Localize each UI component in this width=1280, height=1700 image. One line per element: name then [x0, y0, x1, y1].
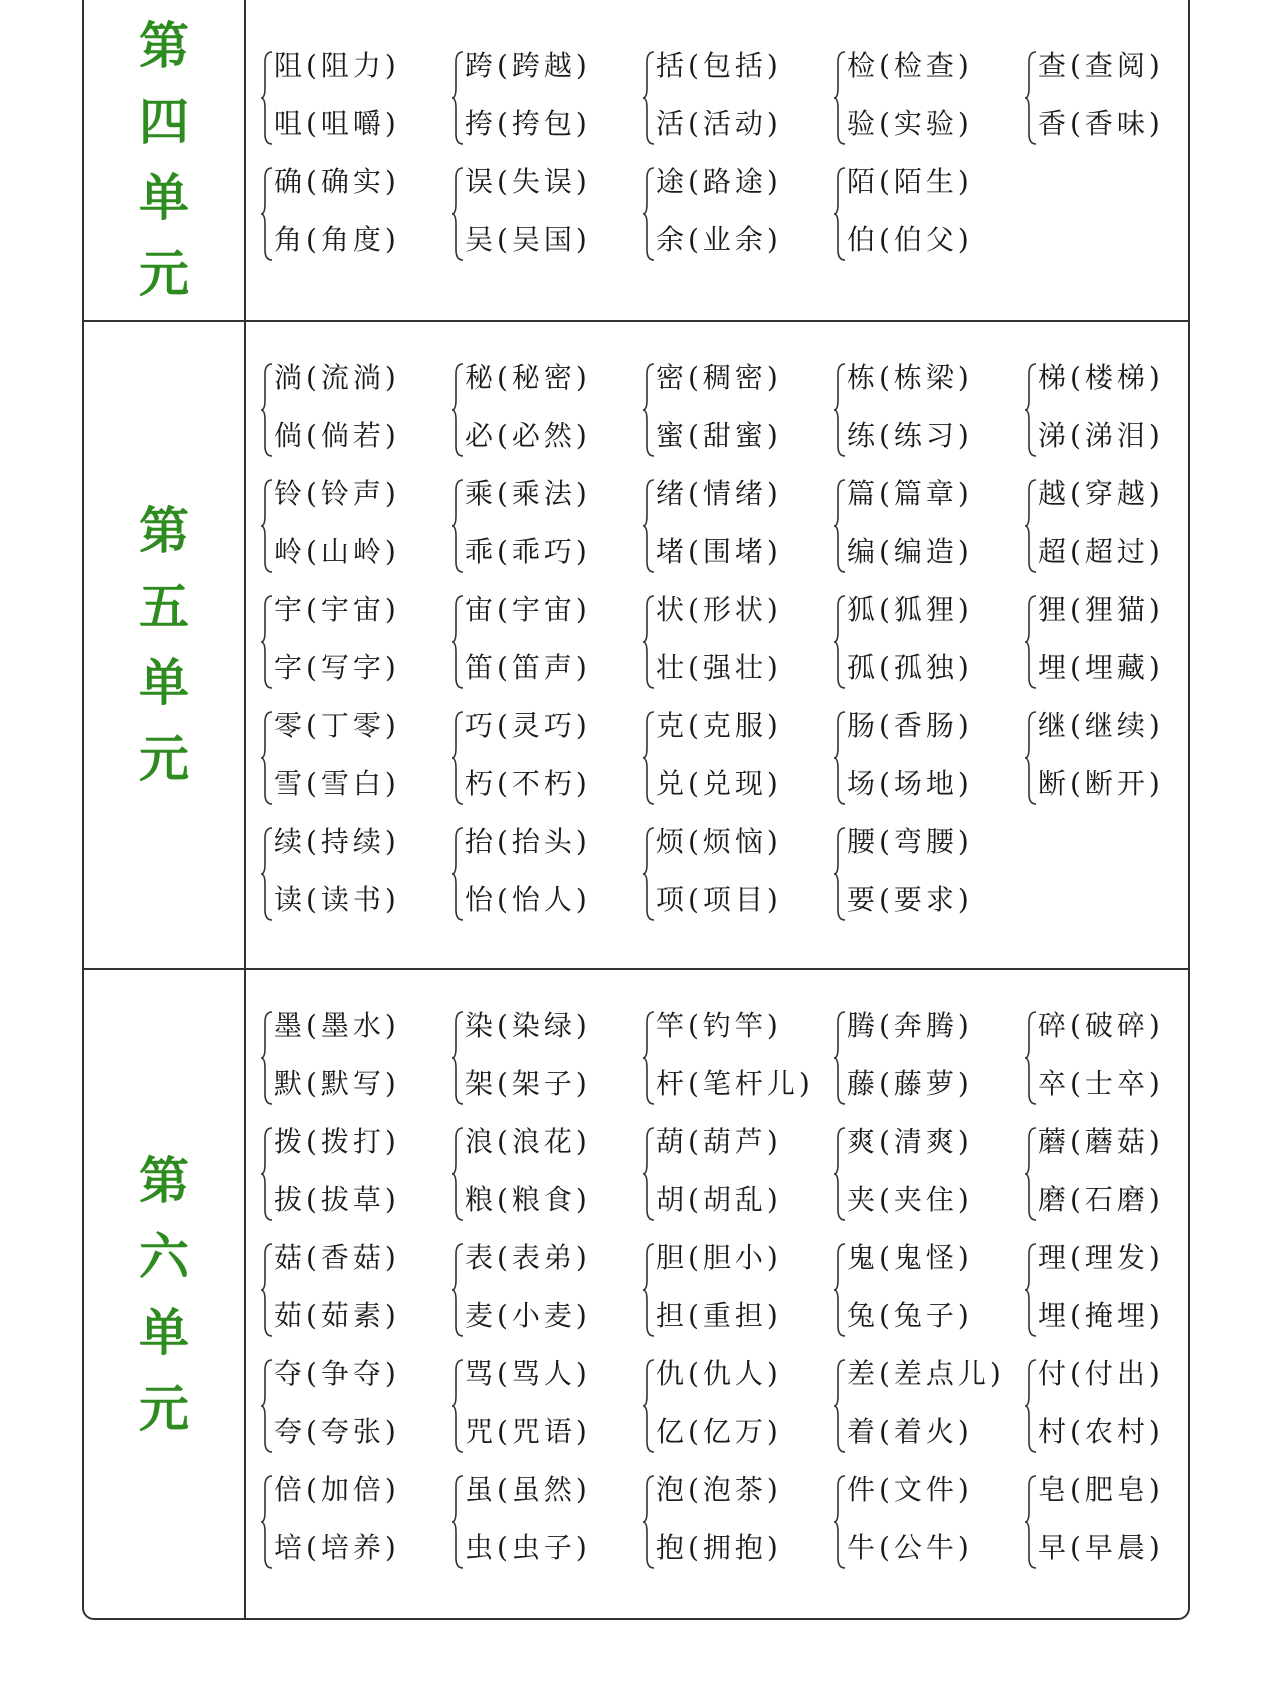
brace-icon: [260, 50, 274, 146]
word-pair: [642, 352, 832, 468]
word-entry: 怡(怡人): [465, 883, 591, 916]
word-entry: 验(实验): [847, 107, 973, 140]
word-entry: 检(检查): [847, 49, 973, 82]
word-entry: 粮(粮食): [465, 1183, 591, 1216]
word-entry: 余(业余): [656, 223, 782, 256]
word-entry: 咒(咒语): [465, 1415, 591, 1448]
word-pair: [833, 352, 1023, 468]
word-pair: [1024, 700, 1214, 816]
word-entry: 差(差点儿): [847, 1357, 1005, 1390]
word-entry: 村(农村): [1038, 1415, 1164, 1448]
word-entry: 涕(涕泪): [1038, 419, 1164, 452]
word-entry: 葫(葫芦): [656, 1125, 782, 1158]
word-entry: 香(香味): [1038, 107, 1164, 140]
brace-icon: [260, 478, 274, 574]
word-entry: 括(包括): [656, 49, 782, 82]
word-entry: 倍(加倍): [274, 1473, 400, 1506]
word-entry: 虽(虽然): [465, 1473, 591, 1506]
word-pair: [833, 816, 1023, 932]
word-pair: [833, 584, 1023, 700]
word-entry: 笛(笛声): [465, 651, 591, 684]
word-entry: 密(稠密): [656, 361, 782, 394]
word-pair: [833, 1000, 1023, 1116]
brace-icon: [1024, 594, 1038, 690]
unit-title-char: 第: [139, 1152, 189, 1210]
unit-title: [84, 970, 246, 1620]
word-entry: 埋(埋藏): [1038, 651, 1164, 684]
word-pair: [1024, 40, 1214, 156]
word-pair: [642, 816, 832, 932]
word-entry: 抬(抬头): [465, 825, 591, 858]
word-pair: [642, 156, 832, 272]
brace-icon: [642, 478, 656, 574]
word-entry: 壮(强壮): [656, 651, 782, 684]
word-entry: 夺(争夺): [274, 1357, 400, 1390]
word-pair: [642, 584, 832, 700]
brace-icon: [451, 362, 465, 458]
brace-icon: [1024, 1242, 1038, 1338]
unit-section: [84, 322, 1188, 970]
word-entry: 误(失误): [465, 165, 591, 198]
word-entry: 断(断开): [1038, 767, 1164, 800]
brace-icon: [833, 710, 847, 806]
word-pair: [1024, 1116, 1214, 1232]
word-entry: 夸(夸张): [274, 1415, 400, 1448]
word-entry: 查(查阅): [1038, 49, 1164, 82]
word-pair: [833, 700, 1023, 816]
brace-icon: [642, 1126, 656, 1222]
unit-title-char: 五: [139, 578, 189, 636]
word-entry: 兑(兑现): [656, 767, 782, 800]
word-pair: [260, 1464, 450, 1580]
word-entry: 乘(乘法): [465, 477, 591, 510]
word-entry: 咀(咀嚼): [274, 107, 400, 140]
word-entry: 胆(胆小): [656, 1241, 782, 1274]
word-pair: [260, 156, 450, 272]
word-entry: 要(要求): [847, 883, 973, 916]
brace-icon: [833, 1010, 847, 1106]
word-pair: [451, 816, 641, 932]
brace-icon: [833, 50, 847, 146]
word-pair: [260, 1348, 450, 1464]
word-entry: 陌(陌生): [847, 165, 973, 198]
word-entry: 秘(秘密): [465, 361, 591, 394]
brace-icon: [260, 1242, 274, 1338]
brace-icon: [1024, 478, 1038, 574]
brace-icon: [642, 1474, 656, 1570]
word-entry: 孤(孤独): [847, 651, 973, 684]
word-entry: 角(角度): [274, 223, 400, 256]
brace-icon: [451, 478, 465, 574]
word-pair: [642, 700, 832, 816]
word-pair: [642, 1000, 832, 1116]
brace-icon: [833, 1358, 847, 1454]
word-entry: 蜜(甜蜜): [656, 419, 782, 452]
word-entry: 越(穿越): [1038, 477, 1164, 510]
unit-title: [84, 322, 246, 968]
brace-icon: [451, 1126, 465, 1222]
word-entry: 碎(破碎): [1038, 1009, 1164, 1042]
word-entry: 付(付出): [1038, 1357, 1164, 1390]
brace-icon: [833, 826, 847, 922]
brace-icon: [451, 1010, 465, 1106]
word-entry: 乖(乖巧): [465, 535, 591, 568]
word-entry: 墨(墨水): [274, 1009, 400, 1042]
word-pair: [260, 816, 450, 932]
word-entry: 场(场地): [847, 767, 973, 800]
word-pair: [642, 1348, 832, 1464]
word-pairs: [246, 322, 1188, 968]
brace-icon: [1024, 710, 1038, 806]
word-entry: 拨(拨打): [274, 1125, 400, 1158]
word-entry: 担(重担): [656, 1299, 782, 1332]
brace-icon: [1024, 1358, 1038, 1454]
word-entry: 理(理发): [1038, 1241, 1164, 1274]
unit-title-char: 元: [139, 730, 189, 788]
word-entry: 挎(挎包): [465, 107, 591, 140]
word-pair: [260, 40, 450, 156]
word-entry: 夹(夹住): [847, 1183, 973, 1216]
word-pair: [833, 1232, 1023, 1348]
brace-icon: [833, 1474, 847, 1570]
word-entry: 淌(流淌): [274, 361, 400, 394]
brace-icon: [260, 362, 274, 458]
word-pair: [642, 1464, 832, 1580]
word-entry: 鬼(鬼怪): [847, 1241, 973, 1274]
unit-title-char: 元: [139, 1380, 189, 1438]
word-entry: 表(表弟): [465, 1241, 591, 1274]
word-entry: 铃(铃声): [274, 477, 400, 510]
word-entry: 继(继续): [1038, 709, 1164, 742]
brace-icon: [642, 710, 656, 806]
brace-icon: [260, 166, 274, 262]
word-entry: 卒(士卒): [1038, 1067, 1164, 1100]
unit-title-char: 第: [139, 502, 189, 560]
word-pair: [451, 1000, 641, 1116]
word-entry: 虫(虫子): [465, 1531, 591, 1564]
word-entry: 活(活动): [656, 107, 782, 140]
word-entry: 拔(拔草): [274, 1183, 400, 1216]
word-entry: 岭(山岭): [274, 535, 400, 568]
brace-icon: [451, 166, 465, 262]
unit-title-char: 单: [139, 169, 189, 227]
word-entry: 菇(香菇): [274, 1241, 400, 1274]
word-entry: 茹(茹素): [274, 1299, 400, 1332]
word-pair: [833, 468, 1023, 584]
word-pair: [451, 1116, 641, 1232]
brace-icon: [260, 594, 274, 690]
brace-icon: [451, 1474, 465, 1570]
word-entry: 篇(篇章): [847, 477, 973, 510]
unit-title-char: 单: [139, 1304, 189, 1362]
word-entry: 确(确实): [274, 165, 400, 198]
word-pair: [833, 1116, 1023, 1232]
brace-icon: [260, 826, 274, 922]
word-pair: [1024, 1000, 1214, 1116]
word-pair: [451, 468, 641, 584]
brace-icon: [833, 166, 847, 262]
word-entry: 伯(伯父): [847, 223, 973, 256]
word-entry: 巧(灵巧): [465, 709, 591, 742]
word-entry: 狸(狸猫): [1038, 593, 1164, 626]
word-entry: 皂(肥皂): [1038, 1473, 1164, 1506]
word-pair: [451, 584, 641, 700]
word-entry: 宇(宇宙): [274, 593, 400, 626]
word-entry: 埋(掩埋): [1038, 1299, 1164, 1332]
word-pair: [642, 1116, 832, 1232]
word-entry: 栋(栋梁): [847, 361, 973, 394]
brace-icon: [260, 710, 274, 806]
word-entry: 牛(公牛): [847, 1531, 973, 1564]
brace-icon: [260, 1126, 274, 1222]
brace-icon: [451, 594, 465, 690]
word-pair: [451, 156, 641, 272]
word-entry: 抱(拥抱): [656, 1531, 782, 1564]
word-entry: 读(读书): [274, 883, 400, 916]
word-entry: 竿(钓竿): [656, 1009, 782, 1042]
word-pair: [260, 468, 450, 584]
unit-section: [84, 970, 1188, 1620]
word-pairs: [246, 0, 1188, 320]
word-entry: 亿(亿万): [656, 1415, 782, 1448]
word-entry: 朽(不朽): [465, 767, 591, 800]
word-pair: [451, 40, 641, 156]
word-entry: 肠(香肠): [847, 709, 973, 742]
word-pair: [260, 1232, 450, 1348]
brace-icon: [642, 594, 656, 690]
word-entry: 藤(藤萝): [847, 1067, 973, 1100]
word-pair: [451, 700, 641, 816]
brace-icon: [260, 1358, 274, 1454]
brace-icon: [833, 362, 847, 458]
brace-icon: [642, 826, 656, 922]
brace-icon: [1024, 1010, 1038, 1106]
word-entry: 腾(奔腾): [847, 1009, 973, 1042]
word-entry: 续(持续): [274, 825, 400, 858]
word-pair: [642, 1232, 832, 1348]
word-entry: 克(克服): [656, 709, 782, 742]
word-pair: [1024, 1232, 1214, 1348]
word-table: [82, 0, 1190, 1620]
word-entry: 宙(宇宙): [465, 593, 591, 626]
word-pairs: [246, 970, 1188, 1620]
word-entry: 爽(清爽): [847, 1125, 973, 1158]
word-entry: 胡(胡乱): [656, 1183, 782, 1216]
word-entry: 雪(雪白): [274, 767, 400, 800]
brace-icon: [833, 594, 847, 690]
brace-icon: [260, 1010, 274, 1106]
word-entry: 吴(吴国): [465, 223, 591, 256]
word-entry: 烦(烦恼): [656, 825, 782, 858]
word-pair: [1024, 1348, 1214, 1464]
word-entry: 骂(骂人): [465, 1357, 591, 1390]
word-entry: 架(架子): [465, 1067, 591, 1100]
word-pair: [451, 352, 641, 468]
word-entry: 早(早晨): [1038, 1531, 1164, 1564]
brace-icon: [642, 1242, 656, 1338]
word-entry: 绪(情绪): [656, 477, 782, 510]
brace-icon: [1024, 1474, 1038, 1570]
word-entry: 泡(泡茶): [656, 1473, 782, 1506]
brace-icon: [642, 166, 656, 262]
unit-title: [84, 0, 246, 320]
word-entry: 跨(跨越): [465, 49, 591, 82]
word-pair: [1024, 352, 1214, 468]
brace-icon: [833, 1242, 847, 1338]
word-entry: 状(形状): [656, 593, 782, 626]
brace-icon: [833, 478, 847, 574]
unit-title-char: 四: [139, 93, 189, 151]
brace-icon: [451, 1242, 465, 1338]
word-entry: 途(路途): [656, 165, 782, 198]
word-entry: 字(写字): [274, 651, 400, 684]
word-entry: 杆(笔杆儿): [656, 1067, 814, 1100]
word-pair: [642, 40, 832, 156]
unit-title-char: 元: [139, 245, 189, 303]
brace-icon: [260, 1474, 274, 1570]
word-pair: [260, 584, 450, 700]
word-entry: 仇(仇人): [656, 1357, 782, 1390]
word-pair: [1024, 584, 1214, 700]
brace-icon: [1024, 1126, 1038, 1222]
brace-icon: [642, 1010, 656, 1106]
brace-icon: [451, 826, 465, 922]
word-entry: 零(丁零): [274, 709, 400, 742]
word-entry: 腰(弯腰): [847, 825, 973, 858]
word-entry: 编(编造): [847, 535, 973, 568]
word-pair: [260, 700, 450, 816]
word-entry: 蘑(蘑菇): [1038, 1125, 1164, 1158]
word-pair: [451, 1464, 641, 1580]
brace-icon: [642, 50, 656, 146]
word-pair: [833, 1348, 1023, 1464]
word-pair: [1024, 468, 1214, 584]
word-entry: 件(文件): [847, 1473, 973, 1506]
word-entry: 浪(浪花): [465, 1125, 591, 1158]
word-entry: 梯(楼梯): [1038, 361, 1164, 394]
unit-section: [84, 0, 1188, 322]
brace-icon: [451, 1358, 465, 1454]
word-pair: [1024, 1464, 1214, 1580]
word-entry: 兔(兔子): [847, 1299, 973, 1332]
word-entry: 染(染绿): [465, 1009, 591, 1042]
unit-title-char: 六: [139, 1228, 189, 1286]
unit-title-char: 第: [139, 17, 189, 75]
word-pair: [833, 1464, 1023, 1580]
word-entry: 麦(小麦): [465, 1299, 591, 1332]
brace-icon: [1024, 50, 1038, 146]
brace-icon: [833, 1126, 847, 1222]
word-entry: 阻(阻力): [274, 49, 400, 82]
word-pair: [260, 1116, 450, 1232]
brace-icon: [451, 710, 465, 806]
word-pair: [833, 40, 1023, 156]
word-entry: 项(项目): [656, 883, 782, 916]
word-entry: 默(默写): [274, 1067, 400, 1100]
word-pair: [260, 352, 450, 468]
word-pair: [451, 1232, 641, 1348]
word-entry: 堵(围堵): [656, 535, 782, 568]
word-pair: [642, 468, 832, 584]
brace-icon: [1024, 362, 1038, 458]
word-pair: [451, 1348, 641, 1464]
word-pair: [260, 1000, 450, 1116]
word-entry: 练(练习): [847, 419, 973, 452]
word-entry: 磨(石磨): [1038, 1183, 1164, 1216]
word-entry: 着(着火): [847, 1415, 973, 1448]
word-entry: 狐(狐狸): [847, 593, 973, 626]
word-entry: 必(必然): [465, 419, 591, 452]
word-entry: 超(超过): [1038, 535, 1164, 568]
brace-icon: [642, 1358, 656, 1454]
word-entry: 倘(倘若): [274, 419, 400, 452]
word-pair: [833, 156, 1023, 272]
unit-title-char: 单: [139, 654, 189, 712]
brace-icon: [642, 362, 656, 458]
word-entry: 培(培养): [274, 1531, 400, 1564]
brace-icon: [451, 50, 465, 146]
